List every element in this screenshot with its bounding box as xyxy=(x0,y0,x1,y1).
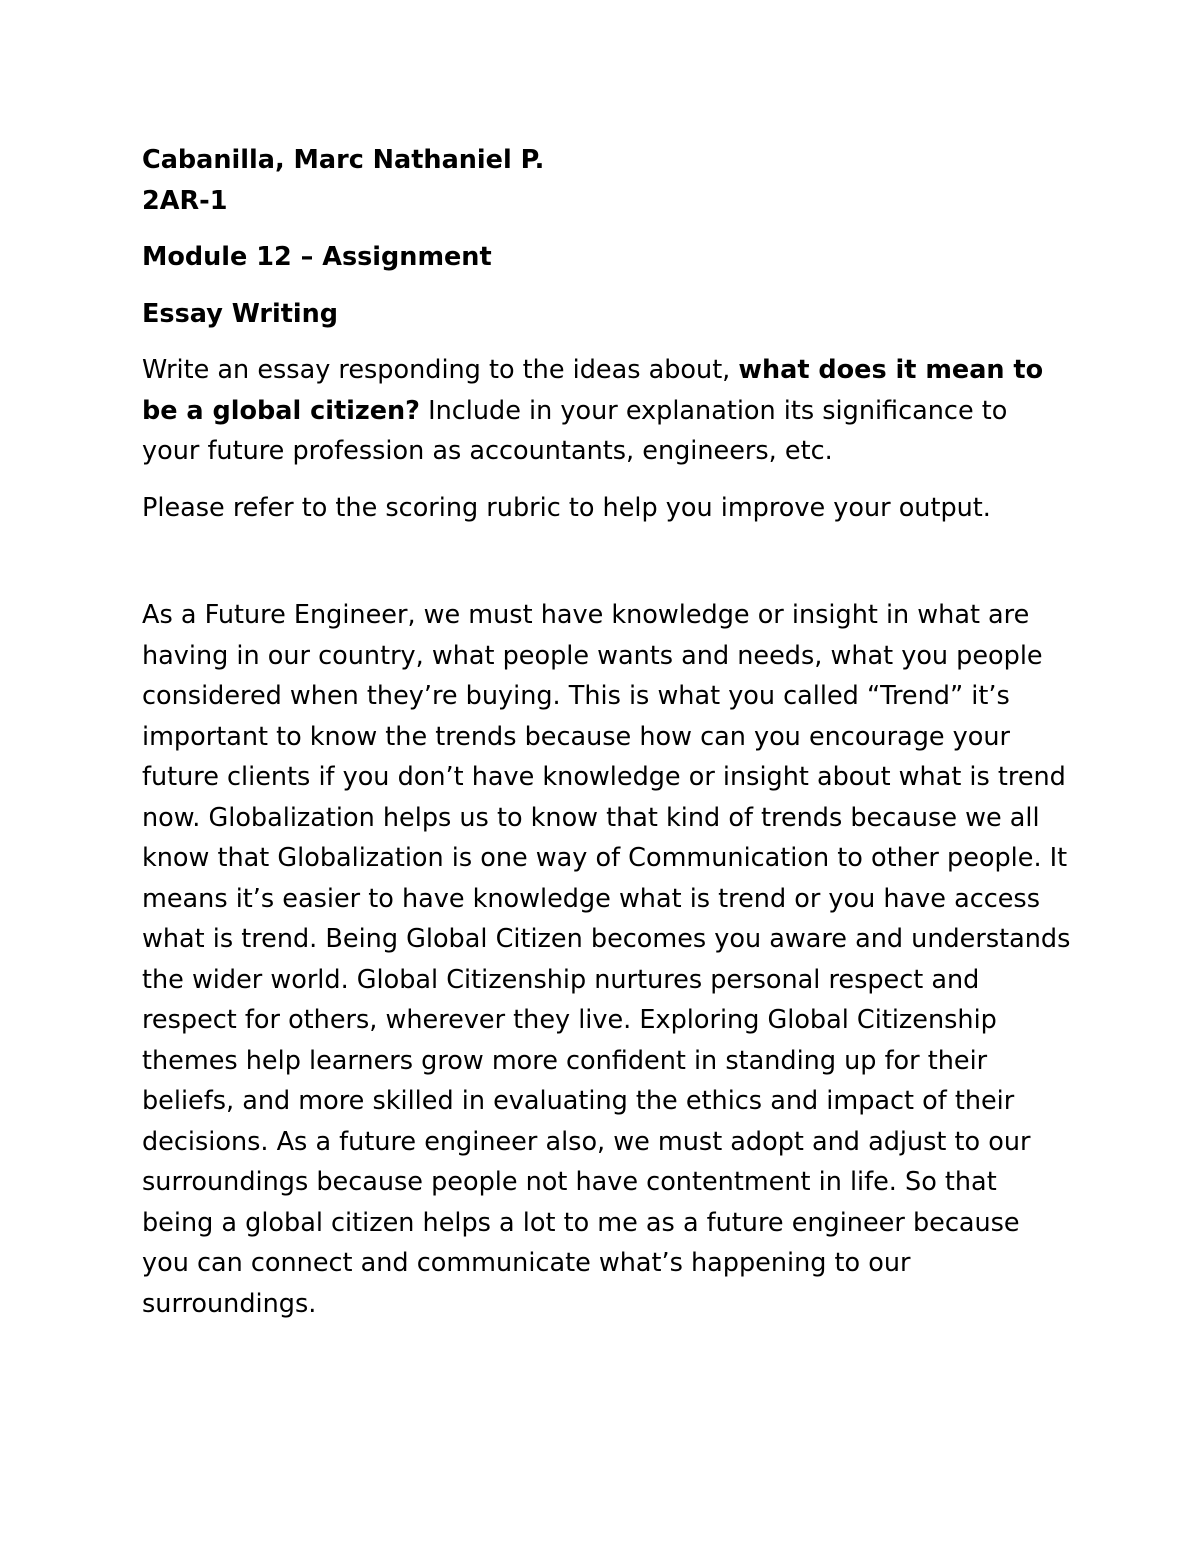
prompt-question: what does it mean to be a global citizen? xyxy=(142,355,1044,426)
document-page xyxy=(142,140,1072,1324)
module-title: Module 12 – Assignment xyxy=(142,242,492,272)
task-title: Essay Writing xyxy=(142,298,339,329)
rubric-instruction: Please refer to the scoring rubric to help you improve your output. xyxy=(142,492,991,523)
prompt-rest: Include in your explanation its significance to your future profession as accountants, engineers, etc. xyxy=(142,395,1008,466)
essay-prompt xyxy=(142,350,1072,472)
prompt-intro: Write an essay responding to the ideas about, xyxy=(142,355,739,385)
essay-body: As a Future Engineer, we must have knowledge or insight in what are having in our country, what people wants and needs, what you people considered when they’re buying. This is what you called “Trend” it’s important to know the trends because how can you encourage your future clients if you don’t have knowledge or insight about what is trend now. Globalization helps us to know that kind of trends because we all know that Globalization is one way of Communication to other people. It means it’s easier to have knowledge what is trend or you have access what is trend. Being Global Citizen becomes you aware and understands the wider world. Global Citizenship nurtures personal respect and respect for others, wherever they live. Exploring Global Citizenship themes help learners grow more confident in standing up for their beliefs, and more skilled in evaluating the ethics and impact of their decisions. As a future engineer also, we must adopt and adjust to our surroundings because people not have contentment in life. So that being a global citizen helps a lot to me as a future engineer because you can connect and communicate what’s happening to our surroundings. xyxy=(142,600,1071,1319)
student-name: Cabanilla, Marc Nathaniel P. xyxy=(142,145,545,175)
section-code: 2AR-1 xyxy=(142,185,228,216)
